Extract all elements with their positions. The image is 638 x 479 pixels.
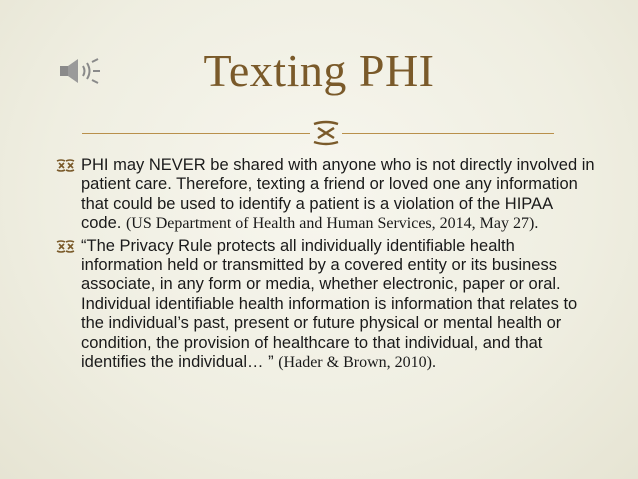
bullet-text: PHI may NEVER be shared with anyone who is not directly involved in patient care. Therefore, texting a friend or loved one any information that could be used to identify a patient is a violation of the HIPAA code.	[81, 156, 595, 233]
bullet-text: “The Privacy Rule protects all individually identifiable health information held or transmitted by a covered entity or its business associate, in any form or media, whether electronic, paper or oral. Individual identifiable health information is information that relates to the individual’s past, present or future physical or mental health or condition, the provision of healthcare to that individual, and that identifies the individual… ”	[81, 236, 578, 372]
bullet-citation: (US Department of Health and Human Services, 2014, May 27).	[125, 215, 539, 233]
bullet-icon	[55, 239, 75, 254]
bullet-icon	[55, 158, 75, 173]
bullet-citation: (Hader & Brown, 2010).	[278, 354, 436, 372]
title-divider-left	[82, 133, 310, 134]
bullet-list	[55, 156, 595, 375]
title-divider-right	[342, 133, 554, 134]
slide-title: Texting PHI	[203, 45, 435, 96]
bullet-item	[55, 237, 595, 373]
ornament-icon	[310, 118, 342, 148]
bullet-item	[55, 156, 595, 234]
